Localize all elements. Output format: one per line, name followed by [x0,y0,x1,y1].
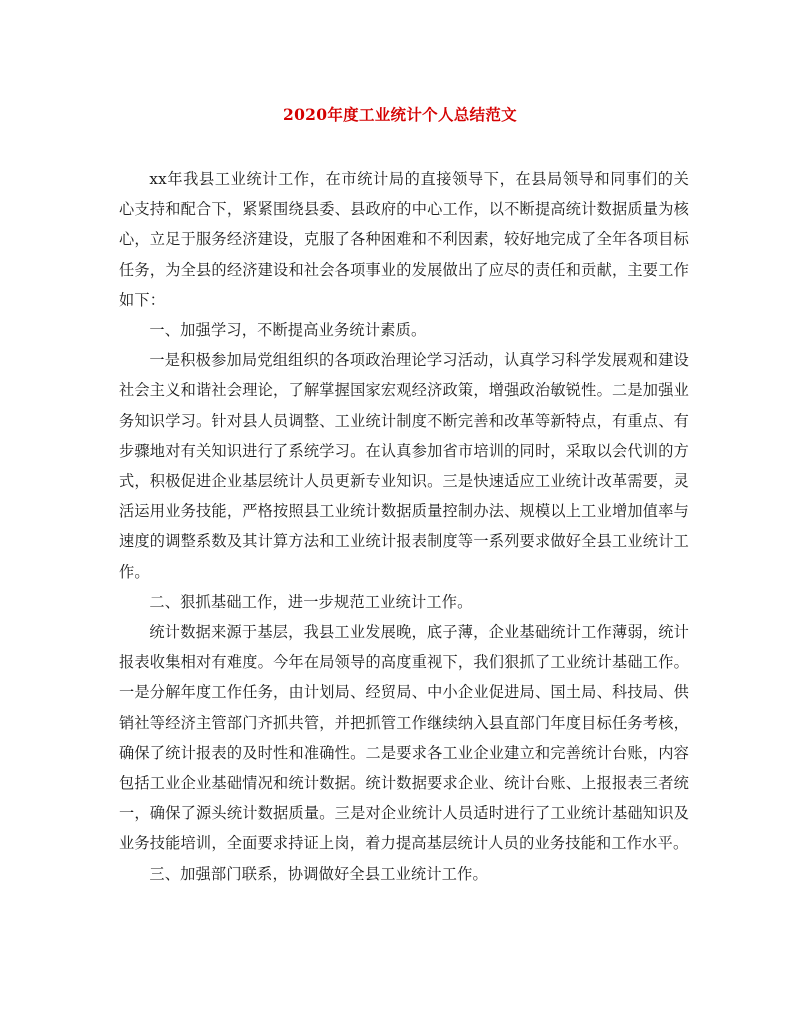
section-heading-1: 一、加强学习，不断提高业务统计素质。 [149,321,427,340]
paragraph-intro: xx年我县工业统计工作，在市统计局的直接领导下，在县局领导和同事们的关心支持和配合下，紧紧围绕县委、县政府的中心工作，以不断提高统计数据质量为核心，立足于服务经济建设，克服了各种困难和不利因素，较好地完成了全年各项目标任务，为全县的经济建设和社会各项事业的发展做出了应尽的责任和贡献，主要工作如下： [119,170,689,309]
section-heading-2: 二、狠抓基础工作，进一步规范工业统计工作。 [149,592,473,611]
document-title: 2020年度工业统计个人总结范文 [283,105,517,124]
section-heading-3: 三、加强部门联系，协调做好全县工业统计工作。 [149,864,488,883]
paragraph-section-2: 统计数据来源于基层，我县工业发展晚，底子薄，企业基础统计工作薄弱，统计报表收集相对有难度。今年在局领导的高度重视下，我们狠抓了工业统计基础工作。一是分解年度工作任务，由计划局、经贸局、中小企业促进局、国土局、科技局、供销社等经济主管部门齐抓共管，并把抓管工作继续纳入县直部门年度目标任务考核，确保了统计报表的及时性和准确性。二是要求各工业企业建立和完善统计台账，内容包括工业企业基础情况和统计数据。统计数据要求企业、统计台账、上报报表三者统一，确保了源头统计数据质量。三是对企业统计人员适时进行了工业统计基础知识及业务技能培训，全面要求持证上岗，着力提高基层统计人员的业务技能和工作水平。 [119,623,689,853]
paragraph-section-1: 一是积极参加局党组组织的各项政治理论学习活动，认真学习科学发展观和建设社会主义和谐社会理论，了解掌握国家宏观经济政策，增强政治敏锐性。二是加强业务知识学习。针对县人员调整、工业统计制度不断完善和改革等新特点，有重点、有步骤地对有关知识进行了系统学习。在认真参加省市培训的同时，采取以会代训的方式，积极促进企业基层统计人员更新专业知识。三是快速适应工业统计改革需要，灵活运用业务技能，严格按照县工业统计数据质量控制办法、规模以上工业增加值率与速度的调整系数及其计算方法和工业统计报表制度等一系列要求做好全县工业统计工作。 [119,351,689,581]
document-body [119,164,689,889]
